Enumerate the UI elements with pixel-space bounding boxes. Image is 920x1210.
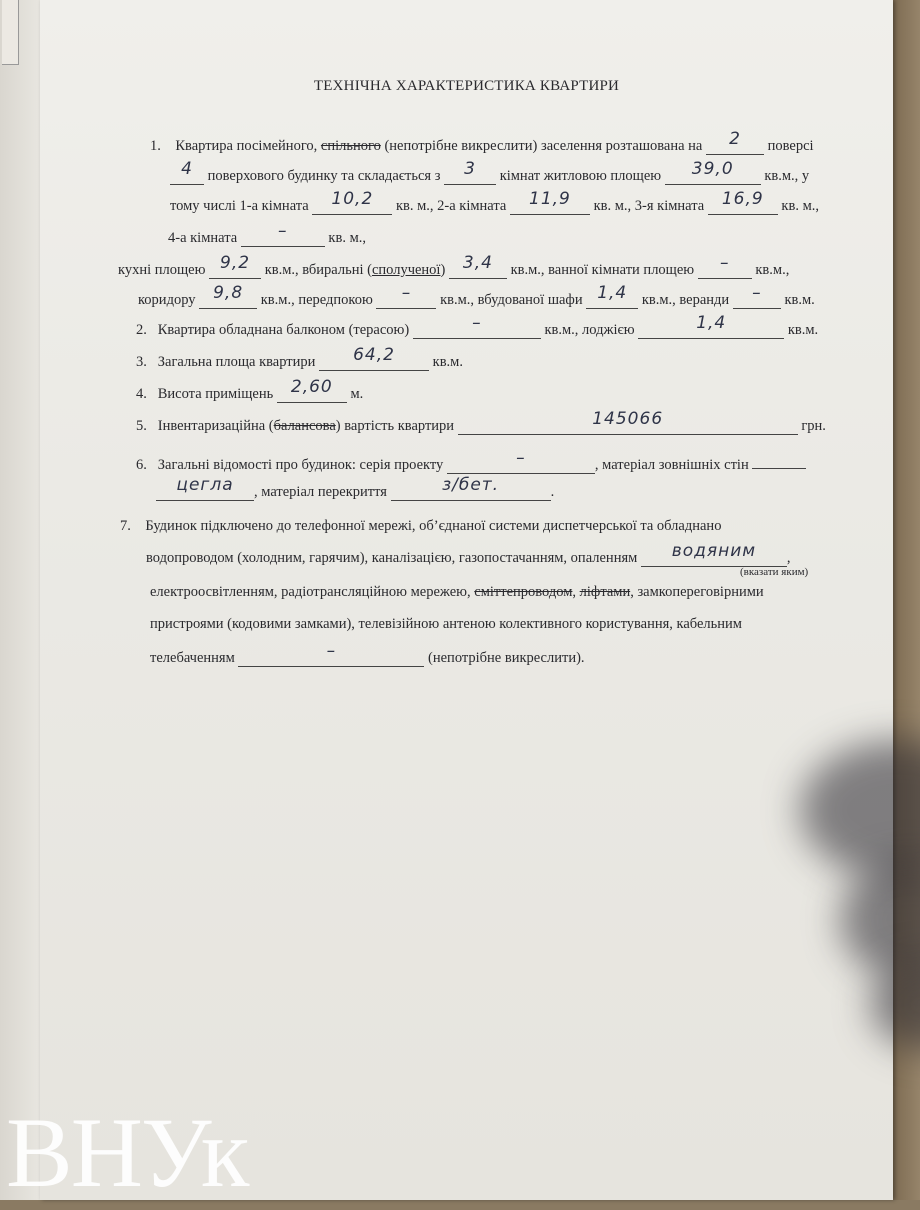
floor-field: 2 <box>706 136 764 155</box>
item-3: 3. Загальна площа квартири 64,2 кв.м. <box>136 345 463 370</box>
item-1-number: 1. <box>150 138 161 154</box>
struck-option: балансова <box>273 418 336 434</box>
item-7-line-1: 7. Будинок підключено до телефонної мережі, об’єднаної системи диспетчерської та обладнано <box>120 518 722 534</box>
floors-total-field: 4 <box>170 166 204 185</box>
corridor-field: 9,8 <box>199 290 257 309</box>
wc-field: 3,4 <box>449 260 507 279</box>
item-2-number: 2. <box>136 322 147 338</box>
loggia-field: 1,4 <box>638 320 784 339</box>
struck-option: спільного <box>320 138 381 154</box>
document-page <box>40 0 893 1200</box>
room-2-field: 11,9 <box>510 196 590 215</box>
veranda-field: – <box>733 290 781 309</box>
item-5: 5. Інвентаризаційна (балансова) вартість квартири 145066 грн. <box>136 409 826 434</box>
hall-field: – <box>376 290 436 309</box>
item-7-line-4: пристроями (кодовими замками), телевізійною антеною колективного користування, кабельним <box>150 616 742 632</box>
bath-field: – <box>698 260 752 279</box>
closet-field: 1,4 <box>586 290 638 309</box>
floor-slab-material-field: з/бет. <box>391 482 551 501</box>
item-1-line-1: 1. Квартира посімейного, спільного (непотрібне викреслити) заселення розташована на 2 поверсі <box>150 129 814 154</box>
room-1-field: 10,2 <box>312 196 392 215</box>
heating-hint: (вказати яким) <box>740 566 809 578</box>
wall-material-field: цегла <box>156 482 254 501</box>
heating-type-field: водяним <box>641 548 787 567</box>
item-7-line-3: електроосвітленням, радіотрансляційною мережею, сміттепроводом, ліфтами, замкопереговірними <box>150 584 764 600</box>
item-6-number: 6. <box>136 457 147 473</box>
item-1-line-4: 4-а кімната – кв. м., <box>168 221 366 246</box>
item-4-number: 4. <box>136 386 147 402</box>
item-2: 2. Квартира обладнана балконом (терасою) – кв.м., лоджією 1,4 кв.м. <box>136 313 819 338</box>
balcony-field: – <box>413 320 541 339</box>
living-area-field: 39,0 <box>665 166 761 185</box>
walls-trailing-line <box>752 450 806 469</box>
page-corner <box>2 0 19 65</box>
cable-tv-field: – <box>238 648 424 667</box>
total-area-field: 64,2 <box>319 352 429 371</box>
document-title: ТЕХНІЧНА ХАРАКТЕРИСТИКА КВАРТИРИ <box>313 78 620 94</box>
item-5-number: 5. <box>136 418 147 434</box>
item-1-line-2: 4 поверхового будинку та складається з 3 кімнат житловою площею 39,0 кв.м., у <box>170 166 809 186</box>
item-6-line-2: цегла , матеріал перекриття з/бет. . <box>156 482 554 502</box>
kitchen-field: 9,2 <box>209 260 261 279</box>
inventory-value-field: 145066 <box>458 416 798 435</box>
struck-option: сміттепроводом <box>474 584 573 600</box>
item-7-line-2: водопроводом (холодним, гарячим), каналізацією, газопостачанням, опаленням водяним , <box>146 541 791 566</box>
room-4-field: – <box>241 228 325 247</box>
rooms-field: 3 <box>444 166 496 185</box>
selected-option: сполученої <box>371 262 441 278</box>
item-7-line-5: телебаченням – (непотрібне викреслити). <box>150 641 585 666</box>
item-1-line-6: коридору 9,8 кв.м., передпокою – кв.м., вбудованої шафи 1,4 кв.м., веранди – кв.м. <box>138 283 815 308</box>
struck-option: ліфтами <box>579 584 631 600</box>
watermark-logo: ВНУк <box>6 1097 248 1208</box>
back-page-edge <box>0 0 41 1200</box>
item-6-line-1: 6. Загальні відомості про будинок: серія проекту – , матеріал зовнішніх стін <box>136 450 806 475</box>
item-1-line-3: тому числі 1-а кімната 10,2 кв. м., 2-а кімната 11,9 кв. м., 3-я кімната 16,9 кв. м., <box>170 189 819 214</box>
item-1-line-5: кухні площею 9,2 кв.м., вбиральні (сполученої) 3,4 кв.м., ванної кімнати площею – кв.м., <box>118 253 790 278</box>
item-7-number: 7. <box>120 518 131 534</box>
project-series-field: – <box>447 455 595 474</box>
item-4: 4. Висота приміщень 2,60 м. <box>136 377 364 402</box>
room-3-field: 16,9 <box>708 196 778 215</box>
item-3-number: 3. <box>136 354 147 370</box>
ceiling-height-field: 2,60 <box>277 384 347 403</box>
